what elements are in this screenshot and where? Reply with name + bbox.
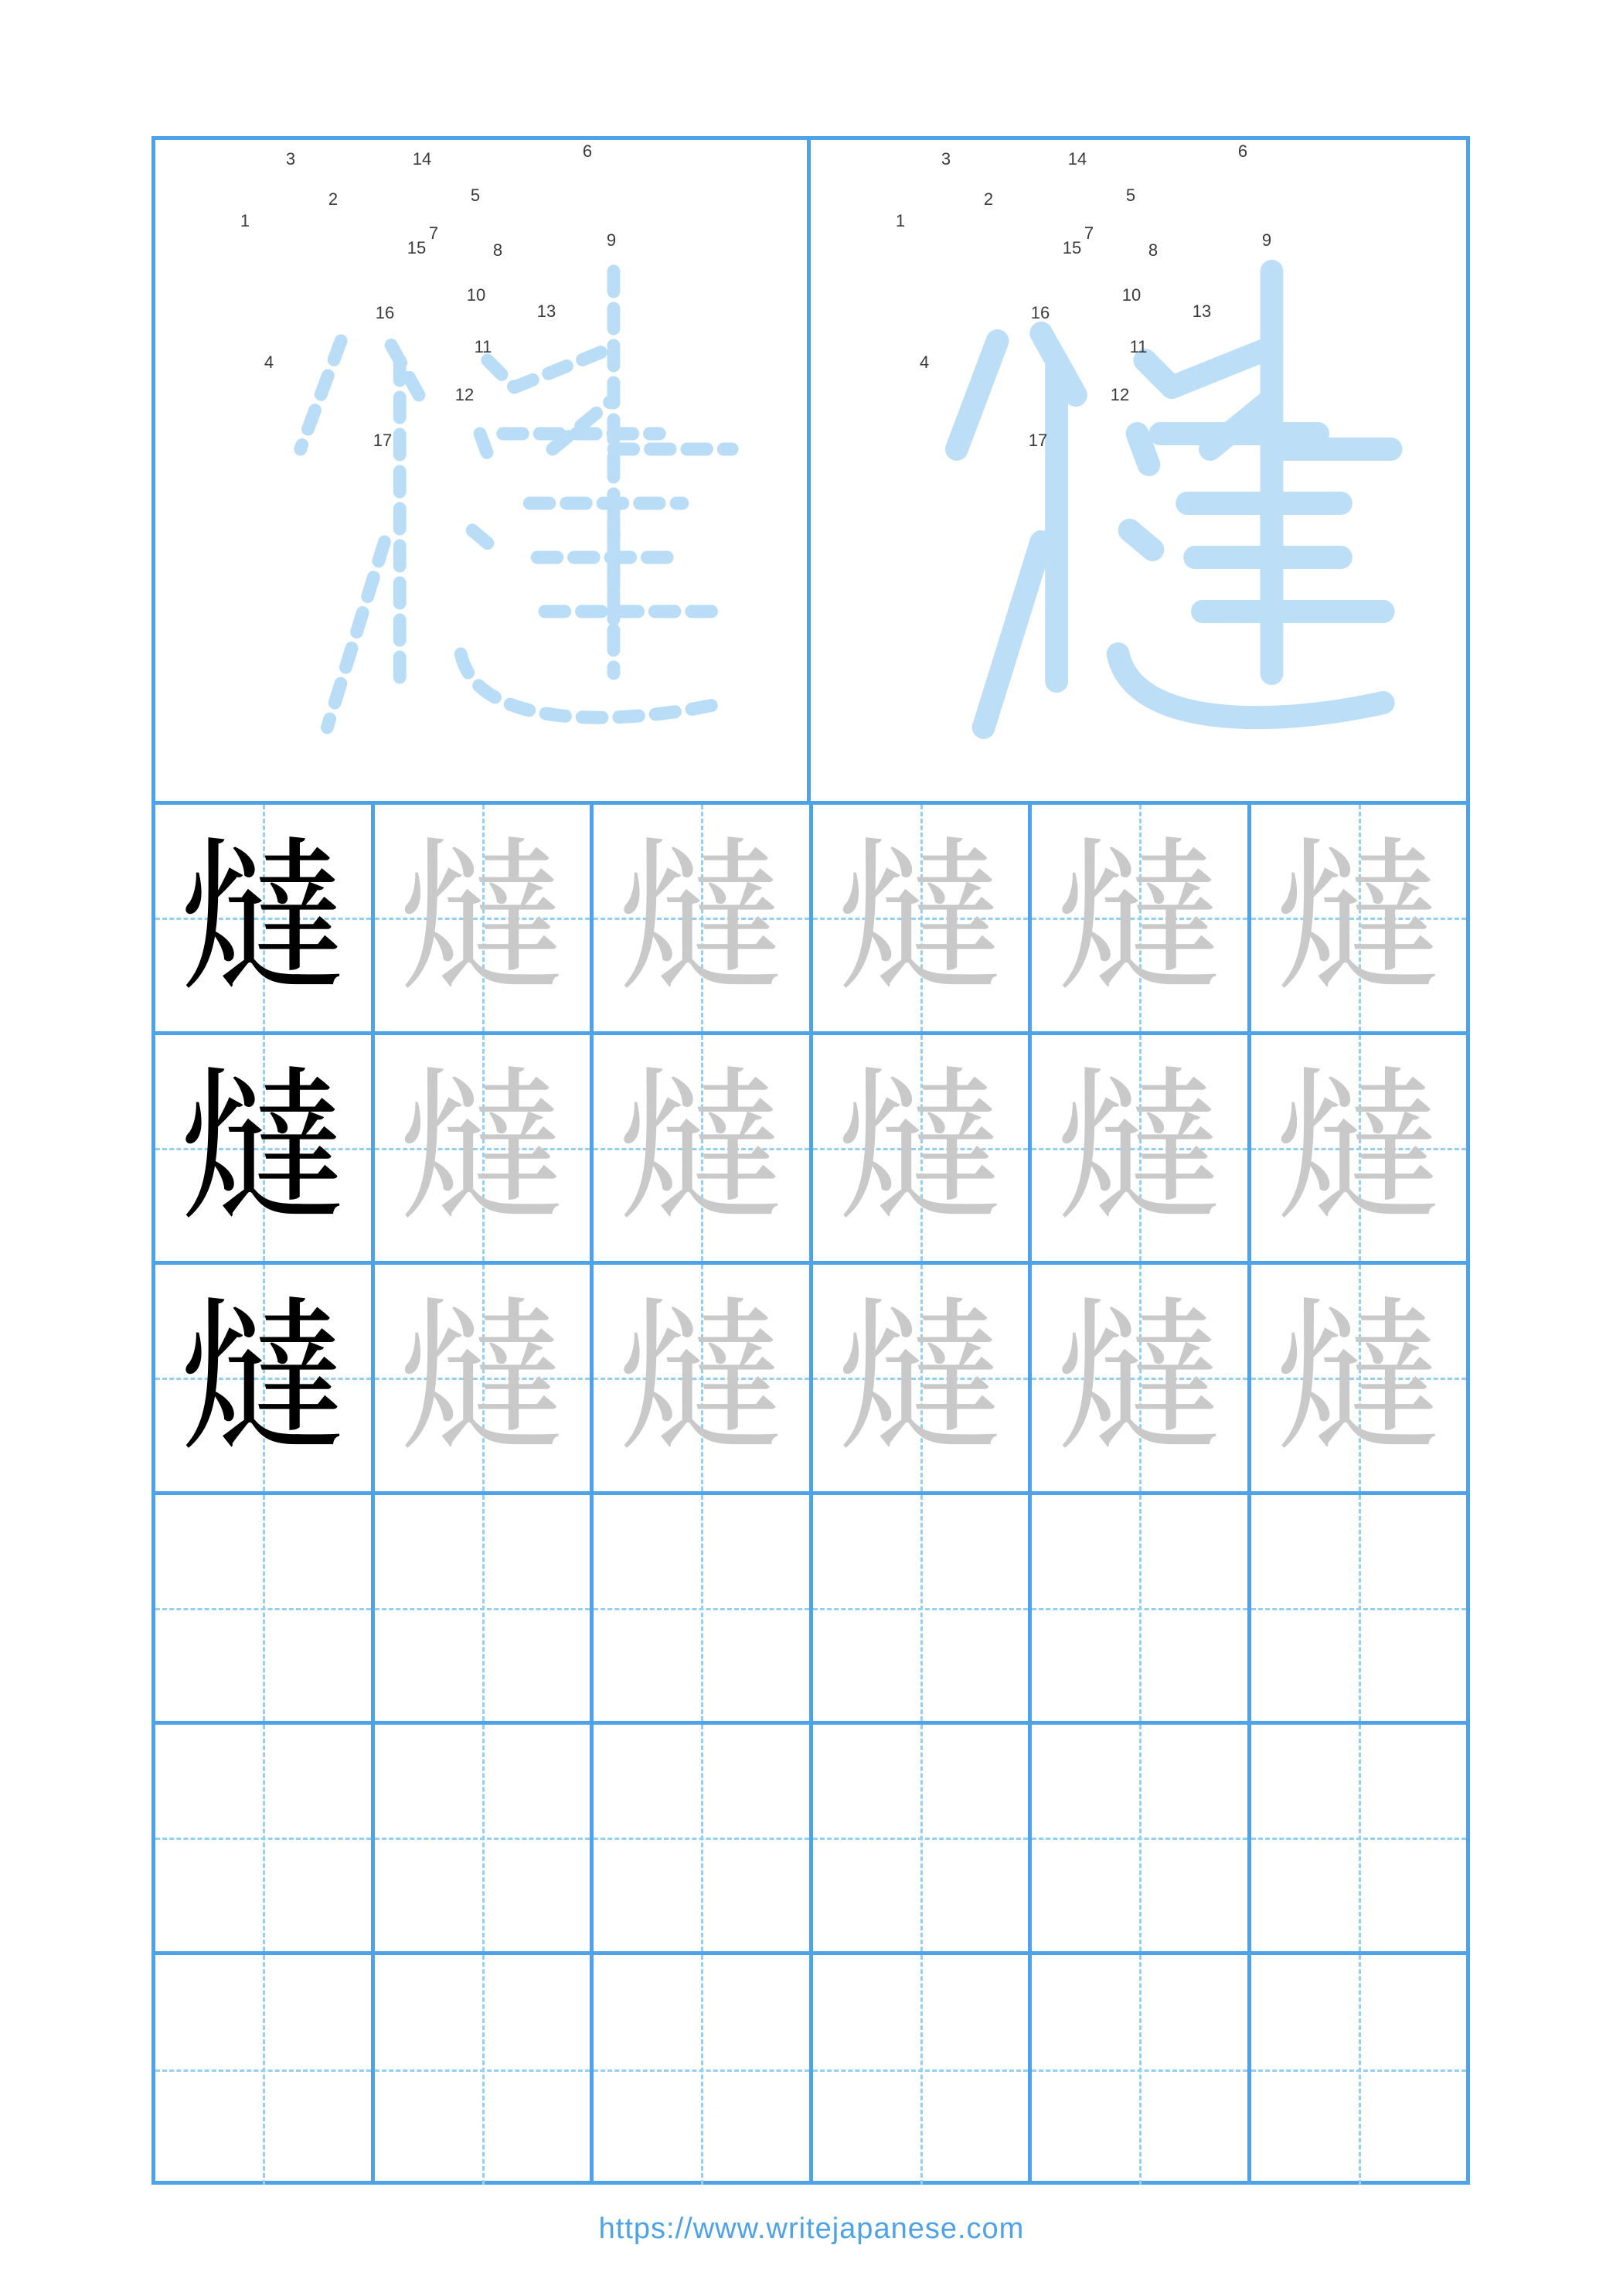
practice-row [155,1265,1466,1495]
stroke-order-dotted-cell [155,140,811,801]
stroke-number: 5 [1125,186,1136,205]
kanji-trace: 燵 [1056,1280,1223,1475]
stroke-number: 6 [582,141,593,161]
practice-cell[interactable] [1032,1035,1251,1262]
practice-cell[interactable] [813,1035,1033,1262]
stroke-number: 17 [1028,431,1048,450]
kanji-empty [1251,1495,1467,1722]
practice-cell[interactable] [1032,1265,1251,1491]
stroke-number: 13 [536,301,556,321]
stroke-number: 3 [941,149,951,169]
practice-cell[interactable] [375,1955,594,2185]
stroke-number: 9 [606,230,617,250]
stroke-number: 17 [373,431,393,450]
practice-cell[interactable] [1032,1955,1251,2185]
stroke-number: 5 [470,186,481,205]
stroke-number: 14 [1067,149,1087,169]
kanji-model: 燵 [179,820,346,1015]
kanji-trace: 燵 [837,820,1004,1015]
practice-cell[interactable] [155,1725,375,1951]
practice-row [155,1955,1466,2185]
practice-cell[interactable] [1251,805,1467,1031]
practice-cell[interactable] [1032,805,1251,1031]
stroke-number: 13 [1192,301,1212,321]
stroke-diagram-dotted [155,140,807,801]
practice-cell[interactable] [1251,1725,1467,1951]
kanji-trace: 燵 [618,820,784,1015]
kanji-trace: 燵 [399,1280,566,1475]
stroke-diagram-filled [811,140,1466,801]
kanji-empty [813,1955,1029,2185]
kanji-trace: 燵 [399,1051,566,1245]
stroke-number: 12 [454,385,475,404]
practice-cell[interactable] [594,1265,813,1491]
practice-row [155,1495,1466,1725]
stroke-number: 4 [264,353,274,372]
kanji-empty [375,1725,590,1951]
stroke-number: 1 [895,211,906,230]
kanji-empty [813,1725,1029,1951]
kanji-empty [594,1725,809,1951]
practice-cell[interactable] [594,1955,813,2185]
stroke-number: 11 [1129,337,1148,356]
practice-row [155,1035,1466,1266]
stroke-number: 15 [1062,238,1082,257]
practice-cell[interactable] [375,1035,594,1262]
practice-cell[interactable] [375,805,594,1031]
practice-cell[interactable] [1251,1955,1467,2185]
kanji-trace: 燵 [1056,820,1223,1015]
practice-grid [151,136,1470,2185]
stroke-number: 16 [375,303,395,322]
kanji-empty [1032,1955,1247,2185]
kanji-empty [375,1495,590,1722]
kanji-empty [594,1495,809,1722]
practice-cell[interactable] [594,805,813,1031]
practice-cell[interactable] [813,1955,1033,2185]
practice-cell[interactable] [1251,1265,1467,1491]
footer-url[interactable]: https://www.writejapanese.com [598,2213,1025,2245]
stroke-number: 3 [285,149,296,169]
practice-cell[interactable] [155,1955,375,2185]
stroke-number: 11 [474,337,492,356]
kanji-trace: 燵 [399,820,566,1015]
stroke-number: 10 [466,285,486,305]
stroke-number: 9 [1261,230,1272,250]
practice-cell[interactable] [813,1265,1033,1491]
practice-cell[interactable] [155,1265,375,1491]
kanji-empty [1251,1725,1467,1951]
stroke-number: 14 [412,149,432,169]
practice-cell[interactable] [813,805,1033,1031]
kanji-empty [155,1725,371,1951]
stroke-number: 1 [240,211,250,230]
kanji-empty [1032,1725,1247,1951]
practice-cell[interactable] [594,1495,813,1722]
kanji-trace: 燵 [618,1051,784,1245]
stroke-number: 15 [407,238,427,257]
practice-cell[interactable] [375,1265,594,1491]
practice-row [155,1725,1466,1955]
kanji-trace: 燵 [618,1280,784,1475]
practice-cell[interactable] [375,1495,594,1722]
stroke-number: 12 [1110,385,1130,404]
practice-cell[interactable] [813,1495,1033,1722]
stroke-number: 4 [919,353,930,372]
stroke-number: 10 [1121,285,1142,305]
kanji-model: 燵 [179,1051,346,1245]
kanji-empty [155,1495,371,1722]
kanji-empty [375,1955,590,2185]
practice-cell[interactable] [375,1725,594,1951]
practice-cell[interactable] [1251,1035,1467,1262]
stroke-order-filled-cell [811,140,1466,801]
kanji-empty [1032,1495,1247,1722]
kanji-trace: 燵 [1056,1051,1223,1245]
stroke-number: 16 [1030,303,1050,322]
practice-cell[interactable] [155,1495,375,1722]
kanji-trace: 燵 [837,1280,1004,1475]
kanji-empty [1251,1955,1467,2185]
kanji-trace: 燵 [1275,1051,1442,1245]
stroke-number: 2 [983,189,994,209]
kanji-empty [594,1955,809,2185]
practice-cell[interactable] [1032,1725,1251,1951]
stroke-number: 2 [328,189,339,209]
stroke-number: 7 [1084,223,1094,243]
stroke-number: 7 [428,223,439,243]
practice-cell[interactable] [1251,1495,1467,1722]
kanji-trace: 燵 [837,1051,1004,1245]
practice-cell[interactable] [594,1035,813,1262]
stroke-number: 8 [492,240,503,260]
practice-cell[interactable] [813,1725,1033,1951]
practice-cell[interactable] [155,1035,375,1262]
kanji-trace: 燵 [1275,1280,1442,1475]
stroke-number: 8 [1148,240,1159,260]
practice-cell[interactable] [594,1725,813,1951]
kanji-empty [155,1955,371,2185]
practice-row [155,805,1466,1035]
practice-rows [155,805,1466,2181]
kanji-model: 燵 [179,1280,346,1475]
practice-cell[interactable] [155,805,375,1031]
kanji-trace: 燵 [1275,820,1442,1015]
kanji-empty [813,1495,1029,1722]
stroke-number: 6 [1237,141,1248,161]
practice-cell[interactable] [1032,1495,1251,1722]
stroke-order-row [155,140,1466,801]
